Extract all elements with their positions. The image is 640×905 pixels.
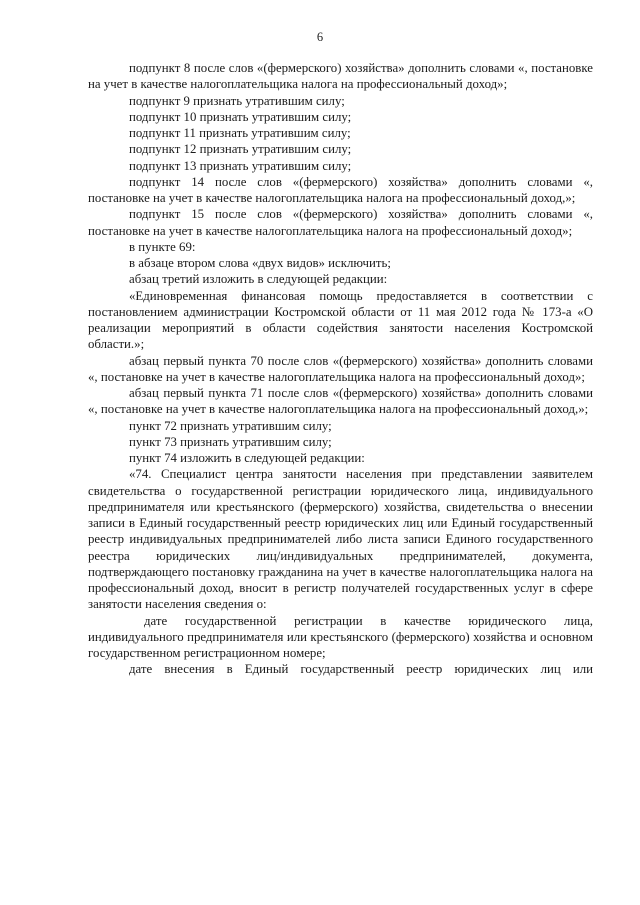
paragraph-item-74-text: «74. Специалист центра занятости населения при представлении заявителем свидетельства о государственной регистрации юридического лица, индивидуального предпринимателя или крестьянского (фермерского) хозяйства, свидетельства о внесении записи в Единый государственный реестр юридических лиц или Единый государственный реестр индивидуальных предпринимателей либо листа записи Единого государственного реестра юридических лиц/индивидуальных предпринимателей, документа, подтверждающего постановку гражданина на учет в качестве налогоплательщика налога на профессиональный доход, вносит в регистр получателей государственных услуг в сфере занятости населения сведения о: bbox=[88, 467, 593, 612]
paragraph-entry-date: дате внесения в Единый государственный реестр юридических лиц или bbox=[129, 662, 593, 677]
paragraph-subitem-15: подпункт 15 после слов «(фермерского) хозяйства» дополнить словами «, постановке на учет в качестве налогоплательщика налога на профессиональный доход»; bbox=[88, 207, 593, 238]
paragraph-subitem-14: подпункт 14 после слов «(фермерского) хозяйства» дополнить словами «, постановке на учет в качестве налогоплательщика налога на профессиональный доход,»; bbox=[88, 174, 593, 205]
paragraph-subitem-8: подпункт 8 после слов «(фермерского) хозяйства» дополнить словами «, постановке на учет в качестве налогоплательщика налога на профессиональный доход»; bbox=[88, 61, 593, 92]
paragraph-subitem-9: подпункт 9 признать утратившим силу; bbox=[129, 93, 345, 108]
document-body bbox=[88, 60, 593, 678]
paragraph-subitem-12: подпункт 12 признать утратившим силу; bbox=[129, 142, 352, 157]
paragraph-financial-help: «Единовременная финансовая помощь предоставляется в соответствии с постановлением администрации Костромской области от 11 мая 2012 года № 173-а «О реализации мероприятий в области содействия занятости населения Костромской области.»; bbox=[88, 288, 593, 352]
page-number: 6 bbox=[316, 30, 324, 44]
paragraph-subitem-13: подпункт 13 признать утратившим силу; bbox=[129, 158, 352, 173]
paragraph-abzac-2: в абзаце втором слова «двух видов» исключить; bbox=[129, 256, 391, 270]
paragraph-item-73: пункт 73 признать утратившим силу; bbox=[129, 434, 332, 449]
paragraph-subitem-10: подпункт 10 признать утратившим силу; bbox=[129, 109, 352, 124]
paragraph-item-74: пункт 74 изложить в следующей редакции: bbox=[129, 451, 365, 465]
paragraph-subitem-11: подпункт 11 признать утратившим силу; bbox=[129, 126, 351, 140]
paragraph-item-72: пункт 72 признать утратившим силу; bbox=[129, 418, 332, 433]
paragraph-abzac-3: абзац третий изложить в следующей редакции: bbox=[129, 272, 388, 287]
paragraph-registration-date: дате государственной регистрации в качестве юридического лица, индивидуального предпринимателя или крестьянского (фермерского) хозяйства и основном государственном регистрационном номере; bbox=[88, 613, 593, 660]
paragraph-item-71: абзац первый пункта 71 после слов «(фермерского) хозяйства» дополнить словами «, постановке на учет в качестве налогоплательщика налога на профессиональный доход,»; bbox=[88, 386, 593, 417]
paragraph-item-69: в пункте 69: bbox=[129, 239, 196, 254]
paragraph-item-70: абзац первый пункта 70 после слов «(фермерского) хозяйства» дополнить словами «, постановке на учет в качестве налогоплательщика налога на профессиональный доход»; bbox=[88, 353, 593, 384]
